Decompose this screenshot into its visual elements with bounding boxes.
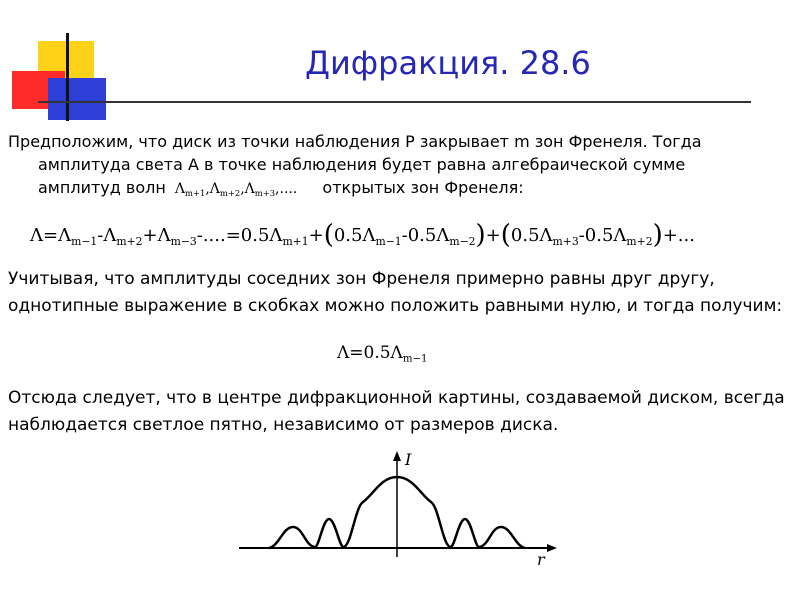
para1-line3-end: открытых зон Френеля: bbox=[322, 178, 524, 197]
waves-formula: $\Lambda_{m+1},\Lambda_{m+2},\Lambda_{m+3}$,.... bbox=[174, 181, 298, 198]
para1-line2: амплитуда света А в точке наблюдения будет равна алгебраической сумме bbox=[38, 155, 686, 174]
slide-title: Дифракция. 28.6 bbox=[305, 44, 591, 82]
decor-blue-square bbox=[48, 78, 106, 120]
paragraph-neighbor-zones: Учитывая, что амплитуды соседних зон Френеля примерно равны друг другу, однотипные выражение в скобках можно положить равными нулю, и тогда получим: bbox=[8, 269, 783, 316]
paragraph-intro bbox=[8, 130, 793, 205]
decor-vertical-line bbox=[66, 33, 69, 121]
result-formula: $\Lambda=0.5\Lambda_{m-1}$ bbox=[337, 343, 428, 365]
r-axis-arrow bbox=[547, 544, 557, 552]
intensity-graph bbox=[235, 447, 565, 572]
amplitude-sum-formula: $\Lambda=\Lambda_{m-1}-\Lambda_{m+2}+\Lambda_{m-3}-....=0.5\Lambda_{m+1}+(0.5\Lambda_{m-1}-0.5\Lambda_{m-2})+(0.5\Lambda_{m+3}-0.5\Lambda_{m+2})+$... bbox=[30, 220, 695, 250]
paragraph-conclusion: Отсюда следует, что в центре дифракционной картины, создаваемой диском, всегда наблюдается светлое пятно, независимо от размеров диска. bbox=[8, 388, 785, 435]
i-axis-arrow bbox=[393, 451, 401, 461]
para1-line3 bbox=[8, 176, 793, 205]
para1-line1: Предположим, что диск из точки наблюдения Р закрывает m зон Френеля. Тогда bbox=[8, 132, 702, 151]
title-underline bbox=[38, 101, 751, 103]
x-axis-label: r bbox=[537, 550, 545, 569]
para1-line3-start: амплитуд волн bbox=[38, 178, 166, 197]
y-axis-label: I bbox=[405, 450, 412, 469]
